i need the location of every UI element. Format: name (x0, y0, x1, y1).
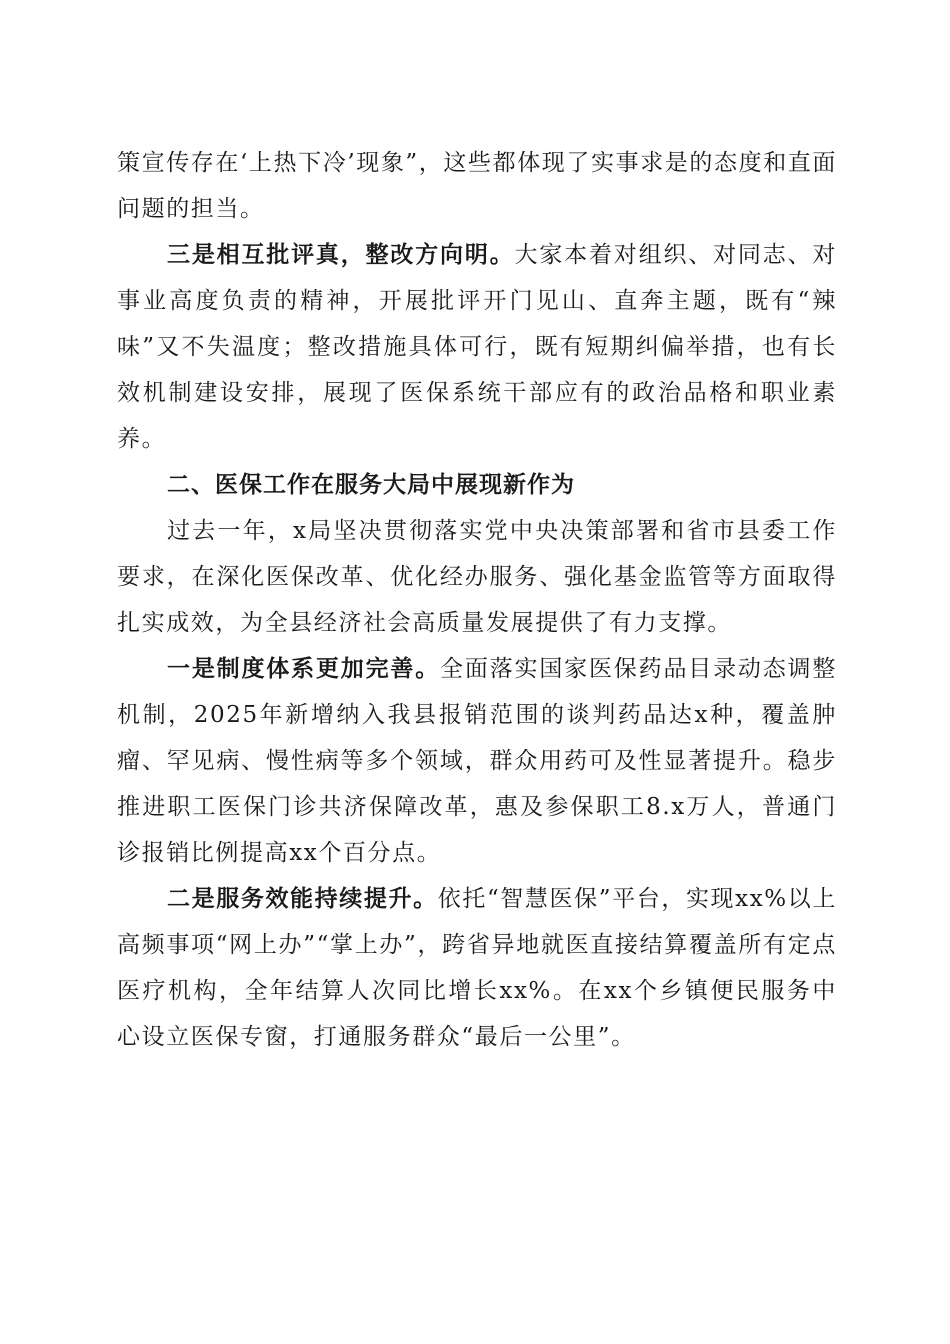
paragraph-lead: 三是相互批评真，整改方向明。 (167, 242, 515, 268)
section-heading: 二、医保工作在服务大局中展现新作为 (167, 472, 575, 498)
paragraph-lead: 二是服务效能持续提升。 (167, 886, 438, 912)
paragraph-text: 策宣传存在‘上热下冷’现象”，这些都体现了实事求是的态度和直面问题的担当。 (117, 150, 837, 222)
paragraph-system (117, 646, 837, 876)
paragraph-text: 过去一年，x局坚决贯彻落实党中央决策部署和省市县委工作要求，在深化医保改革、优化经办服务、强化基金监管等方面取得扎实成效，为全县经济社会高质量发展提供了有力支撑。 (117, 518, 837, 636)
paragraph-text: 大家本着对组织、对同志、对事业高度负责的精神，开展批评开门见山、直奔主题，既有“辣味”又不失温度；整改措施具体可行，既有短期纠偏举措，也有长效机制建设安排，展现了医保系统干部应有的政治品格和职业素养。 (117, 242, 837, 452)
paragraph-lead: 一是制度体系更加完善。 (167, 656, 441, 682)
paragraph-mutual-criticism (117, 232, 837, 462)
paragraph-service (117, 876, 837, 1060)
paragraph-text: 全面落实国家医保药品目录动态调整机制，2025年新增纳入我县报销范围的谈判药品达x种，覆盖肿瘤、罕见病、慢性病等多个领域，群众用药可及性显著提升。稳步推进职工医保门诊共济保障改革，惠及参保职工8.x万人，普通门诊报销比例提高xx个百分点。 (117, 656, 837, 866)
paragraph-text: 依托“智慧医保”平台，实现xx%以上高频事项“网上办”“掌上办”，跨省异地就医直接结算覆盖所有定点医疗机构，全年结算人次同比增长xx%。在xx个乡镇便民服务中心设立医保专窗，打通服务群众“最后一公里”。 (117, 886, 837, 1050)
paragraph-past-year (117, 508, 837, 646)
paragraph-continuation (117, 140, 837, 232)
document-body (117, 140, 837, 1060)
